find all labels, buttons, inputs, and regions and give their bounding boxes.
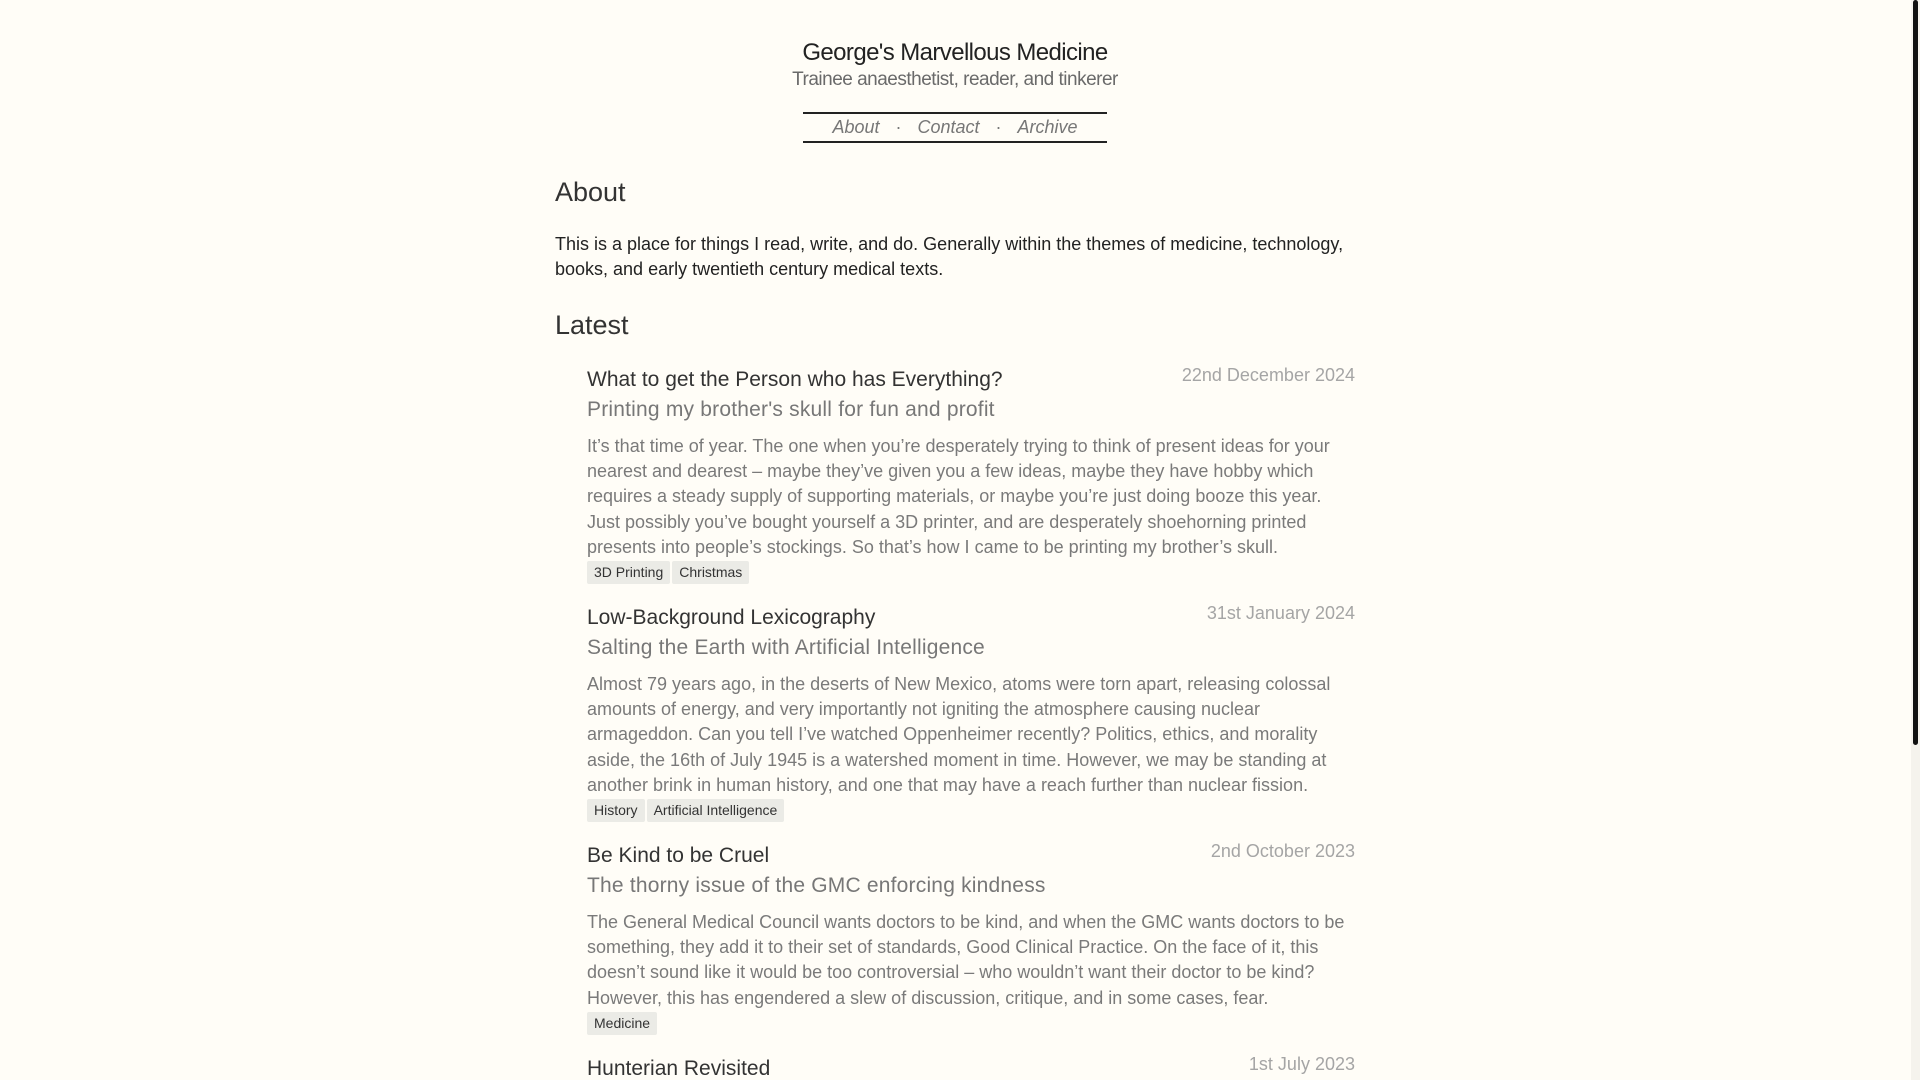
tag-3d-printing[interactable]: 3D Printing [587, 561, 670, 584]
post-subtitle: The thorny issue of the GMC enforcing kindness [587, 874, 1046, 898]
about-heading: About [555, 177, 626, 207]
tag-christmas[interactable]: Christmas [672, 561, 749, 584]
post-title-link[interactable]: Hunterian Revisited [587, 1056, 771, 1080]
post-title-link[interactable]: Low-Background Lexicography [587, 606, 876, 630]
post-item [587, 841, 1355, 1038]
post-item [587, 603, 1355, 825]
post-excerpt: It’s that time of year. The one when you’re desperately trying to think of present ideas for your nearest and dearest – maybe they’ve given you a few ideas, maybe they have hobby which requires a steady supply of supporting materials, or maybe you’re just doing booze this year. Just possibly you’ve bought yourself a 3D printer, and are desperately shoehorning printed presents into people’s stockings. So that’s how I came to be printing my brother’s skull. [587, 436, 1330, 557]
nav-link-archive[interactable]: Archive [1017, 117, 1078, 137]
post-subtitle: Printing my brother's skull for fun and profit [587, 398, 995, 421]
nav-link-about[interactable]: About [832, 117, 880, 137]
post-tags [587, 561, 1355, 587]
nav-separator: · [895, 117, 902, 137]
site-header [0, 38, 1910, 143]
site-subtitle: Trainee anaesthetist, reader, and tinkerer [792, 69, 1118, 90]
main-content [555, 174, 1355, 1080]
post-tags [587, 799, 1355, 825]
post-tags [587, 1012, 1355, 1038]
post-excerpt: Almost 79 years ago, in the deserts of New Mexico, atoms were torn apart, releasing colossal amounts of energy, and very importantly not igniting the atmosphere causing nuclear armageddon. Can you tell I’ve watched Oppenheimer recently? Politics, ethics, and morality aside, the 16th of July 1945 is a watershed moment in time. However, we may be standing at another brink in human history, and one that may have a reach further than nuclear fission. [587, 674, 1331, 795]
nav-link-contact[interactable]: Contact [917, 117, 980, 137]
tag-history[interactable]: History [587, 799, 645, 822]
post-item [587, 365, 1355, 587]
post-item [587, 1054, 1355, 1080]
post-date: 22nd December 2024 [1181, 365, 1355, 385]
post-date: 1st July 2023 [1248, 1053, 1355, 1074]
tag-medicine[interactable]: Medicine [587, 1012, 657, 1035]
latest-heading: Latest [555, 310, 629, 340]
vertical-scrollbar[interactable] [1911, 0, 1920, 1080]
post-title-link[interactable]: Be Kind to be Cruel [587, 844, 770, 868]
main-nav [803, 112, 1106, 143]
post-excerpt: The General Medical Council wants doctors to be kind, and when the GMC wants doctors to be something, they add it to their set of standards, Good Clinical Practice. On the face of it, this doesn’t sound like it would be too controversial – who wouldn’t want their doctor to be kind? However, this has engendered a slew of discussion, critique, and in some cases, fear. [587, 912, 1345, 1008]
site-title[interactable]: George's Marvellous Medicine [802, 39, 1108, 66]
post-date: 31st January 2024 [1206, 603, 1355, 624]
post-subtitle: Salting the Earth with Artificial Intelligence [587, 636, 985, 660]
post-title-link[interactable]: What to get the Person who has Everything? [587, 368, 1003, 391]
nav-separator: · [995, 117, 1002, 137]
post-date: 2nd October 2023 [1210, 841, 1355, 862]
about-text: This is a place for things I read, write, and do. Generally within the themes of medicine, technology, books, and early twentieth century medical texts. [555, 234, 1344, 279]
scrollbar-thumb[interactable] [1913, 0, 1918, 745]
tag-artificial-intelligence[interactable]: Artificial Intelligence [647, 799, 785, 822]
